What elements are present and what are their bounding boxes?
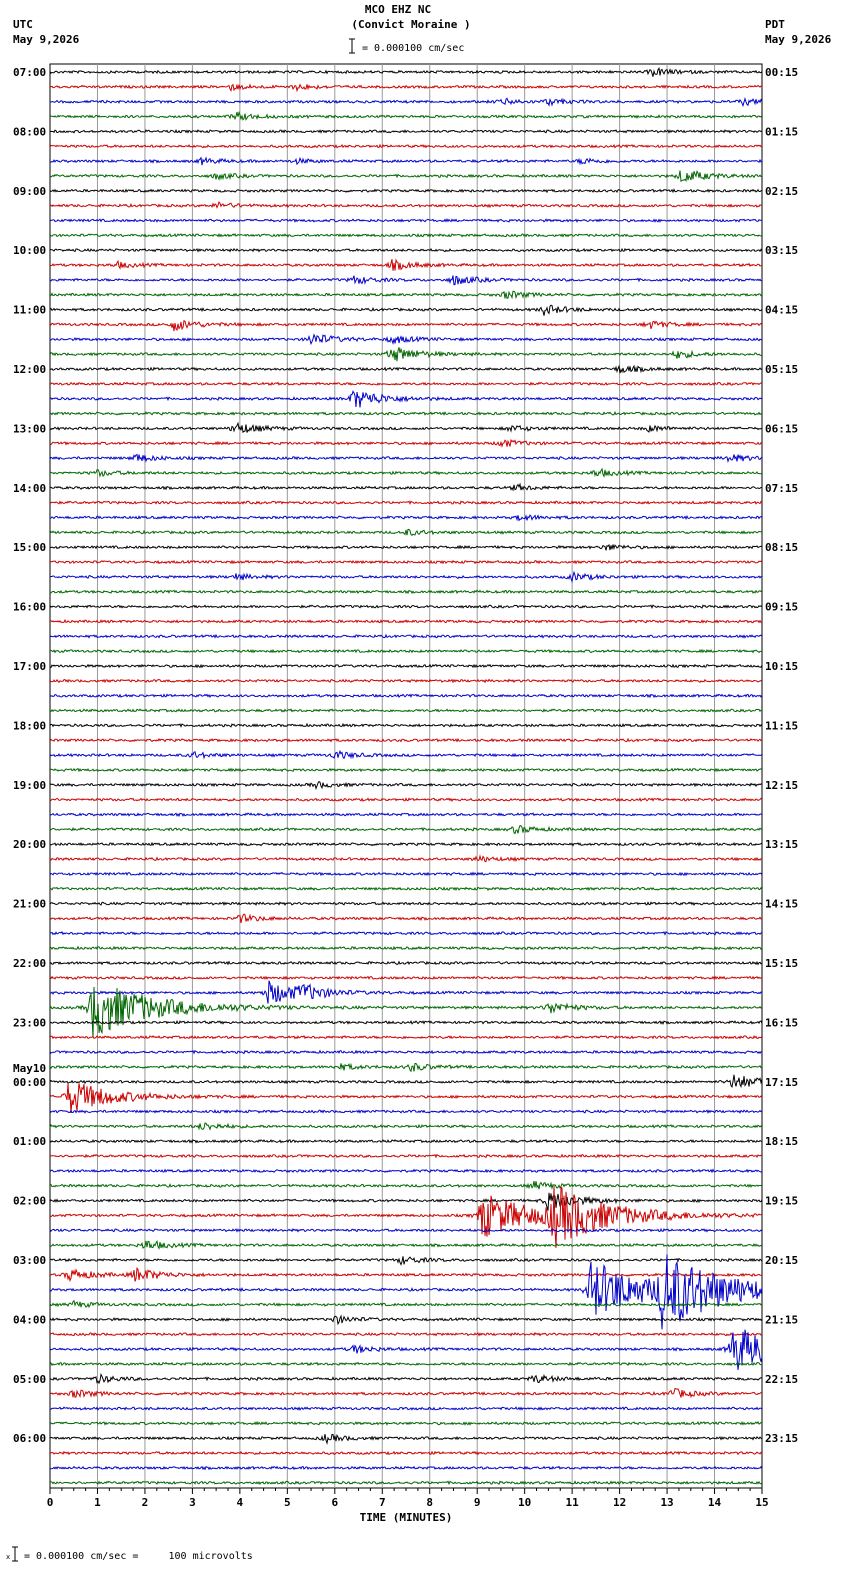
x-tick-label: 7 (378, 1496, 386, 1509)
right-hour-label: 09:15 (765, 600, 799, 614)
right-hour-label: 01:15 (765, 125, 799, 139)
left-hour-label: 03:00 (13, 1254, 47, 1267)
left-hour-label: 15:00 (13, 541, 47, 555)
trace-39 (50, 650, 762, 653)
trace-51 (50, 826, 762, 834)
trace-69 (50, 1083, 762, 1113)
trace-80 (50, 1256, 762, 1264)
trace-17 (50, 321, 762, 331)
right-hour-label: 08:15 (765, 541, 799, 555)
x-tick-label: 9 (473, 1496, 481, 1509)
trace-70 (50, 1110, 762, 1113)
trace-61 (50, 977, 762, 980)
x-tick-label: 10 (518, 1496, 532, 1509)
trace-16 (50, 305, 762, 316)
trace-75 (50, 1181, 762, 1189)
right-hour-label: 15:15 (765, 957, 799, 970)
trace-3 (50, 112, 762, 120)
x-tick-label: 5 (284, 1496, 291, 1509)
x-tick-label: 4 (236, 1496, 244, 1509)
trace-10 (50, 219, 762, 222)
left-hour-label: 07:00 (13, 66, 47, 79)
trace-24 (50, 423, 762, 432)
trace-0 (50, 68, 762, 76)
trace-49 (50, 798, 762, 801)
right-hour-label: 00:15 (765, 66, 799, 79)
trace-18 (50, 335, 762, 344)
trace-21 (50, 383, 762, 386)
trace-68 (50, 1075, 762, 1087)
right-hour-label: 04:15 (765, 303, 799, 317)
left-hour-label: 04:00 (13, 1313, 47, 1327)
trace-77 (50, 1186, 762, 1248)
trace-11 (50, 234, 762, 237)
trace-37 (50, 620, 762, 623)
trace-26 (50, 455, 762, 462)
trace-84 (50, 1316, 762, 1324)
trace-79 (50, 1241, 762, 1249)
trace-81 (50, 1268, 762, 1281)
trace-13 (50, 259, 762, 271)
trace-63 (50, 987, 762, 1038)
trace-90 (50, 1407, 762, 1410)
right-hour-label: 18:15 (765, 1135, 799, 1149)
trace-95 (50, 1481, 762, 1484)
trace-34 (50, 572, 762, 581)
left-date: May 9,2026 (13, 33, 80, 46)
trace-7 (50, 171, 762, 182)
trace-72 (50, 1140, 762, 1143)
trace-46 (50, 751, 762, 758)
trace-78 (50, 1229, 762, 1232)
date-change-label: May10 (13, 1061, 47, 1075)
trace-47 (50, 769, 762, 772)
x-tick-label: 13 (660, 1496, 674, 1509)
x-tick-label: 14 (707, 1496, 722, 1509)
trace-64 (50, 1021, 762, 1024)
trace-66 (50, 1051, 762, 1054)
trace-8 (50, 190, 762, 193)
trace-59 (50, 947, 762, 950)
left-hour-label: 23:00 (13, 1016, 47, 1030)
right-hour-label: 11:15 (765, 719, 799, 733)
left-hour-label: 20:00 (13, 838, 47, 852)
trace-30 (50, 515, 762, 520)
left-hour-label: 12:00 (13, 363, 47, 376)
trace-6 (50, 158, 762, 165)
left-hour-label: 14:00 (13, 481, 47, 495)
left-hour-label: 11:00 (13, 303, 47, 317)
trace-74 (50, 1170, 762, 1173)
left-hour-label: 06:00 (13, 1432, 47, 1446)
trace-9 (50, 202, 762, 207)
station-title: MCO EHZ NC (364, 3, 432, 16)
trace-52 (50, 843, 762, 846)
trace-28 (50, 484, 762, 490)
right-hour-label: 05:15 (765, 363, 799, 376)
trace-48 (50, 782, 762, 789)
trace-29 (50, 501, 762, 504)
x-tick-label: 8 (426, 1496, 434, 1509)
trace-45 (50, 739, 762, 742)
trace-73 (50, 1155, 762, 1158)
right-hour-label: 19:15 (765, 1194, 799, 1208)
trace-92 (50, 1434, 762, 1443)
right-hour-label: 12:15 (765, 778, 799, 792)
left-hour-label: 08:00 (13, 125, 47, 139)
trace-44 (50, 724, 762, 727)
trace-53 (50, 856, 762, 862)
right-hour-label: 16:15 (765, 1016, 799, 1030)
footer-scale-note: = 0.000100 cm/sec = 100 microvolts (24, 1551, 253, 1562)
trace-4 (50, 130, 762, 133)
trace-5 (50, 145, 762, 148)
trace-41 (50, 680, 762, 683)
station-location: (Convict Moraine ) (351, 18, 471, 31)
trace-83 (50, 1301, 762, 1307)
scale-label: = 0.000100 cm/sec (362, 43, 465, 54)
x-tick-label: 11 (565, 1496, 579, 1509)
right-hour-label: 13:15 (765, 838, 799, 852)
trace-54 (50, 873, 762, 876)
svg-text:x: x (6, 1553, 11, 1561)
trace-42 (50, 694, 762, 697)
trace-33 (50, 561, 762, 564)
trace-2 (50, 98, 762, 105)
right-date: May 9,2026 (765, 33, 832, 46)
trace-65 (50, 1036, 762, 1039)
x-tick-label: 2 (141, 1496, 149, 1509)
trace-87 (50, 1363, 762, 1366)
footer-scale-bar-icon (6, 1546, 20, 1562)
left-hour-label: 10:00 (13, 244, 47, 258)
trace-23 (50, 412, 762, 415)
trace-12 (50, 249, 762, 252)
left-hour-label: 22:00 (13, 957, 47, 970)
right-hour-label: 10:15 (765, 660, 799, 673)
left-hour-label: 00:00 (13, 1075, 47, 1089)
right-hour-label: 03:15 (765, 244, 799, 258)
trace-36 (50, 605, 762, 608)
trace-43 (50, 709, 762, 712)
trace-85 (50, 1333, 762, 1336)
right-hour-label: 07:15 (765, 481, 799, 495)
trace-91 (50, 1422, 762, 1425)
trace-71 (50, 1123, 762, 1129)
left-hour-label: 02:00 (13, 1194, 47, 1208)
trace-50 (50, 813, 762, 816)
left-hour-label: 21:00 (13, 897, 47, 911)
trace-25 (50, 440, 762, 447)
trace-60 (50, 962, 762, 965)
trace-38 (50, 635, 762, 638)
trace-76 (50, 1193, 762, 1211)
x-tick-label: 6 (331, 1496, 339, 1509)
trace-15 (50, 291, 762, 298)
left-hour-label: 16:00 (13, 600, 47, 614)
x-tick-label: 15 (755, 1496, 769, 1509)
right-hour-label: 06:15 (765, 422, 799, 436)
left-hour-label: 01:00 (13, 1135, 47, 1149)
trace-35 (50, 590, 762, 593)
trace-62 (50, 981, 762, 1004)
right-hour-label: 22:15 (765, 1372, 799, 1386)
trace-22 (50, 391, 762, 407)
left-hour-label: 17:00 (13, 660, 47, 673)
right-hour-label: 17:15 (765, 1075, 799, 1089)
trace-1 (50, 84, 762, 90)
trace-88 (50, 1375, 762, 1384)
trace-67 (50, 1063, 762, 1071)
left-hour-label: 05:00 (13, 1372, 47, 1386)
trace-32 (50, 545, 762, 551)
right-hour-label: 20:15 (765, 1254, 799, 1267)
left-hour-label: 19:00 (13, 778, 47, 792)
x-axis-title: TIME (MINUTES) (359, 1511, 453, 1524)
right-timezone: PDT (765, 18, 785, 31)
right-hour-label: 02:15 (765, 184, 799, 198)
trace-55 (50, 887, 762, 890)
trace-89 (50, 1389, 762, 1398)
trace-14 (50, 276, 762, 285)
left-timezone: UTC (13, 18, 33, 31)
x-tick-label: 12 (612, 1496, 627, 1509)
trace-31 (50, 529, 762, 535)
trace-40 (50, 665, 762, 668)
right-hour-label: 23:15 (765, 1432, 799, 1446)
x-tick-label: 1 (94, 1496, 101, 1509)
right-hour-label: 21:15 (765, 1313, 799, 1327)
trace-94 (50, 1467, 762, 1470)
trace-57 (50, 914, 762, 923)
trace-58 (50, 932, 762, 935)
trace-27 (50, 469, 762, 476)
left-hour-label: 09:00 (13, 184, 47, 198)
trace-20 (50, 366, 762, 373)
trace-56 (50, 902, 762, 905)
trace-19 (50, 347, 762, 361)
trace-93 (50, 1452, 762, 1455)
left-hour-label: 18:00 (13, 719, 47, 733)
x-tick-label: 0 (46, 1496, 54, 1509)
left-hour-label: 13:00 (13, 422, 47, 436)
right-hour-label: 14:15 (765, 897, 799, 911)
x-tick-label: 3 (189, 1496, 196, 1509)
